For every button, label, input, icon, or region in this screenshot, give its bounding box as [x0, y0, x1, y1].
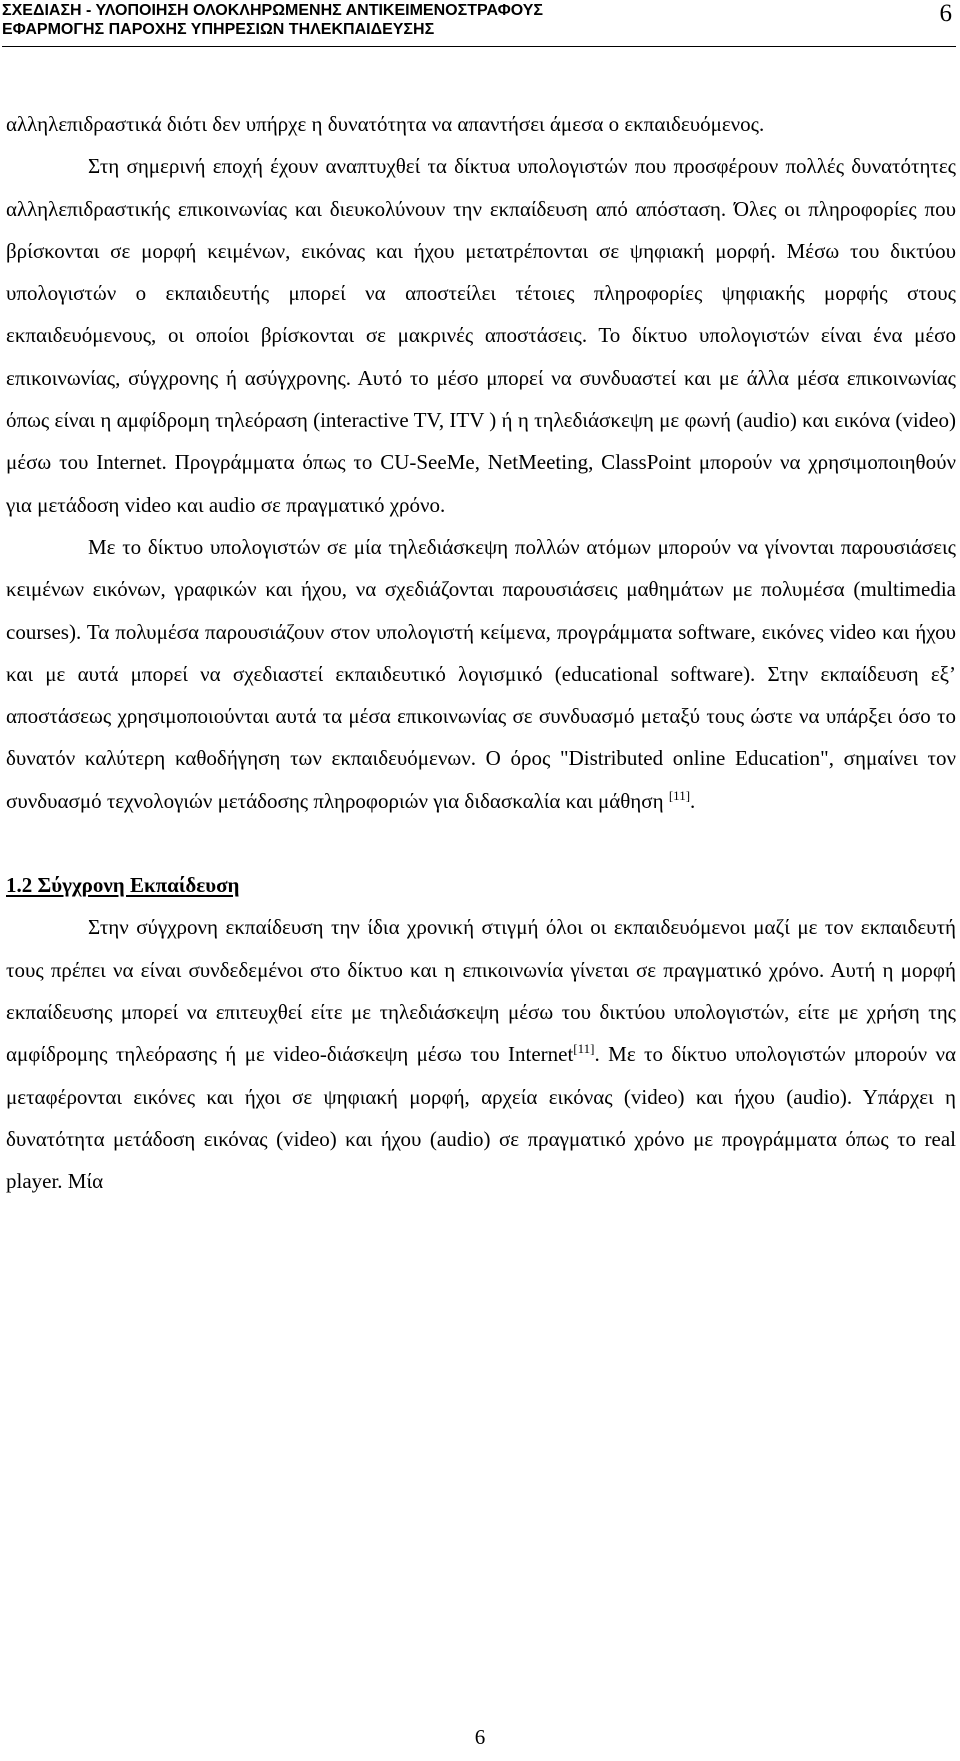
paragraph-3-end: .	[690, 788, 696, 813]
citation-reference: [11]	[668, 787, 691, 803]
paragraph-3-text: Με το δίκτυο υπολογιστών σε μία τηλεδιάσκεψη πολλών ατόμων μπορούν να γίνονται παρουσιάσεις κειμένων εικόνων, γραφικών και ήχου, να σχεδιάζονται παρουσιάσεις μαθημάτων με πολυμέσα (multimedia courses). Τα πολυμέσα παρουσιάζουν στον υπολογιστή κείμενα, προγράμματα software, εικόνες video και ήχου και με αυτά μπορεί να σχεδιαστεί εκπαιδευτικό λογισμικό (educational software). Στην εκπαίδευση εξ’ αποστάσεως χρησιμοποιούνται αυτά τα μέσα επικοινωνίας σε συνδυασμό μεταξύ τους ώστε να υπάρξει όσο το δυνατόν καλύτερη καθοδήγηση των εκπαιδευόμενων. Ο όρος "Distributed online Education", σημαίνει τον συνδυασμό τεχνολογιών μετάδοσης πληροφοριών για διδασκαλία και μάθηση	[6, 534, 956, 813]
header-title-line-1: ΣΧΕΔΙΑΣΗ - ΥΛΟΠΟΙΗΣΗ ΟΛΟΚΛΗΡΩΜΕΝΗΣ ΑΝΤΙΚΕΙΜΕΝΟΣΤΡΑΦΟΥΣ	[2, 2, 543, 19]
paragraph-4-text-b: . Με το δίκτυο υπολογιστών μπορούν να μεταφέρονται εικόνες και ήχοι σε ψηφιακή μορφή, αρχεία εικόνας (video) και ήχου (audio). Υπάρχει η δυνατότητα μετάδοση εικόνας (video) και ήχου (audio) σε πραγματικό χρόνο με προγράμματα όπως το real player. Μία	[6, 1042, 956, 1194]
section-heading: 1.2 Σύγχρονη Εκπαίδευση	[6, 873, 240, 898]
paragraph-1: αλληλεπιδραστικά διότι δεν υπήρχε η δυνατότητα να απαντήσει άμεσα ο εκπαιδευόμενος.	[6, 112, 765, 136]
header-page-number: 6	[939, 0, 952, 27]
header-title-line-2: ΕΦΑΡΜΟΓΗΣ ΠΑΡΟΧΗΣ ΥΠΗΡΕΣΙΩΝ ΤΗΛΕΚΠΑΙΔΕΥΣΗΣ	[2, 21, 435, 38]
footer-page-number: 6	[474, 1725, 486, 1749]
paragraph-2: Στη σημερινή εποχή έχουν αναπτυχθεί τα δίκτυα υπολογιστών που προσφέρουν πολλές δυνατότητες αλληλεπιδραστικής επικοινωνίας και διευκολύνουν την εκπαίδευση από απόσταση. Όλες οι πληροφορίες που βρίσκονται σε μορφή κειμένων, εικόνας και ήχου μετατρέπονται σε ψηφιακή μορφή. Μέσω του δικτύου υπολογιστών ο εκπαιδευτής μπορεί να αποστείλει τέτοιες πληροφορίες ψηφιακής μορφής στους εκπαιδευόμενους, οι οποίοι βρίσκονται σε μακρινές αποστάσεις. Το δίκτυο υπολογιστών είναι ένα μέσο επικοινωνίας, σύγχρονης ή ασύγχρονης. Αυτό το μέσο μπορεί να συνδυαστεί και με άλλα μέσα επικοινωνίας όπως είναι η αμφίδρομη τηλεόραση (interactive TV, ITV ) ή η τηλεδιάσκεψη με φωνή (audio) και εικόνα (video) μέσω του Internet. Προγράμματα όπως το CU-SeeMe, NetMeeting, ClassPoint μπορούν να χρησιμοποιηθούν για μετάδοση video και audio σε πραγματικό χρόνο.	[6, 154, 956, 517]
paragraph-3	[6, 526, 956, 822]
running-header	[2, 0, 956, 47]
paragraph-4-text-a: Στην σύγχρονη εκπαίδευση την ίδια χρονική στιγμή όλοι οι εκπαιδευόμενοι μαζί με τον εκπαιδευτή τους πρέπει να είναι συνδεδεμένοι στο δίκτυο και η επικοινωνία γίνεται σε πραγματικό χρόνο. Αυτή η μορφή εκπαίδευσης μπορεί να επιτευχθεί είτε με τηλεδιάσκεψη μέσω του δικτύου υπολογιστών, είτε με χρήση της αμφίδρομης τηλεόρασης ή με video-διάσκεψη μέσω του Internet	[6, 915, 956, 1067]
paragraph-4	[6, 906, 956, 1202]
body-text	[6, 103, 956, 1202]
citation-reference: [11]	[573, 1041, 595, 1057]
